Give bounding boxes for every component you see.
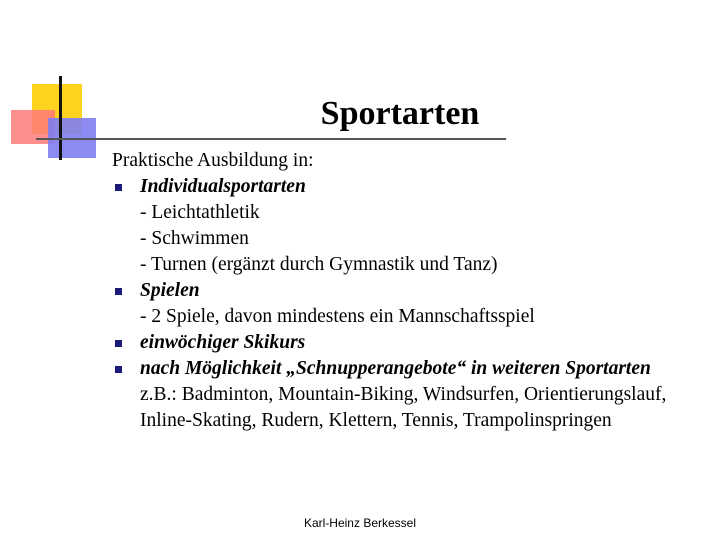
bullet-heading: einwöchiger Skikurs [140, 332, 306, 353]
title-underline [36, 138, 506, 140]
decor-vertical-line [59, 76, 62, 160]
bullet-line: z.B.: Badminton, Mountain-Biking, Windsurfen, Orientierungslauf, Inline-Skating, Rudern, Klettern, Tennis, Trampolinspringen [140, 384, 667, 431]
square-bullet-icon [115, 288, 122, 295]
bullet-line: - Leichtathletik [140, 202, 260, 223]
square-bullet-icon [115, 366, 122, 373]
bullet-item-schnupperangebote [112, 356, 702, 434]
bullet-heading: nach Möglichkeit „Schnupperangebote“ in weiteren Sportarten [140, 358, 651, 379]
bullet-line: - Turnen (ergänzt durch Gymnastik und Tanz) [140, 254, 498, 275]
square-bullet-icon [115, 340, 122, 347]
bullet-list [112, 174, 702, 434]
slide-title: Sportarten [320, 95, 480, 132]
intro-text: Praktische Ausbildung in: [112, 150, 314, 171]
bullet-item-spielen [112, 278, 702, 330]
bullet-heading: Individualsportarten [140, 176, 306, 197]
bullet-item-skikurs [112, 330, 702, 356]
slide-body [112, 148, 702, 434]
square-bullet-icon [115, 184, 122, 191]
footer-author: Karl-Heinz Berkessel [303, 516, 417, 530]
bullet-line: - 2 Spiele, davon mindestens ein Mannschaftsspiel [140, 306, 535, 327]
bullet-line: - Schwimmen [140, 228, 249, 249]
bullet-heading: Spielen [140, 280, 200, 301]
bullet-item-individualsportarten [112, 174, 702, 278]
